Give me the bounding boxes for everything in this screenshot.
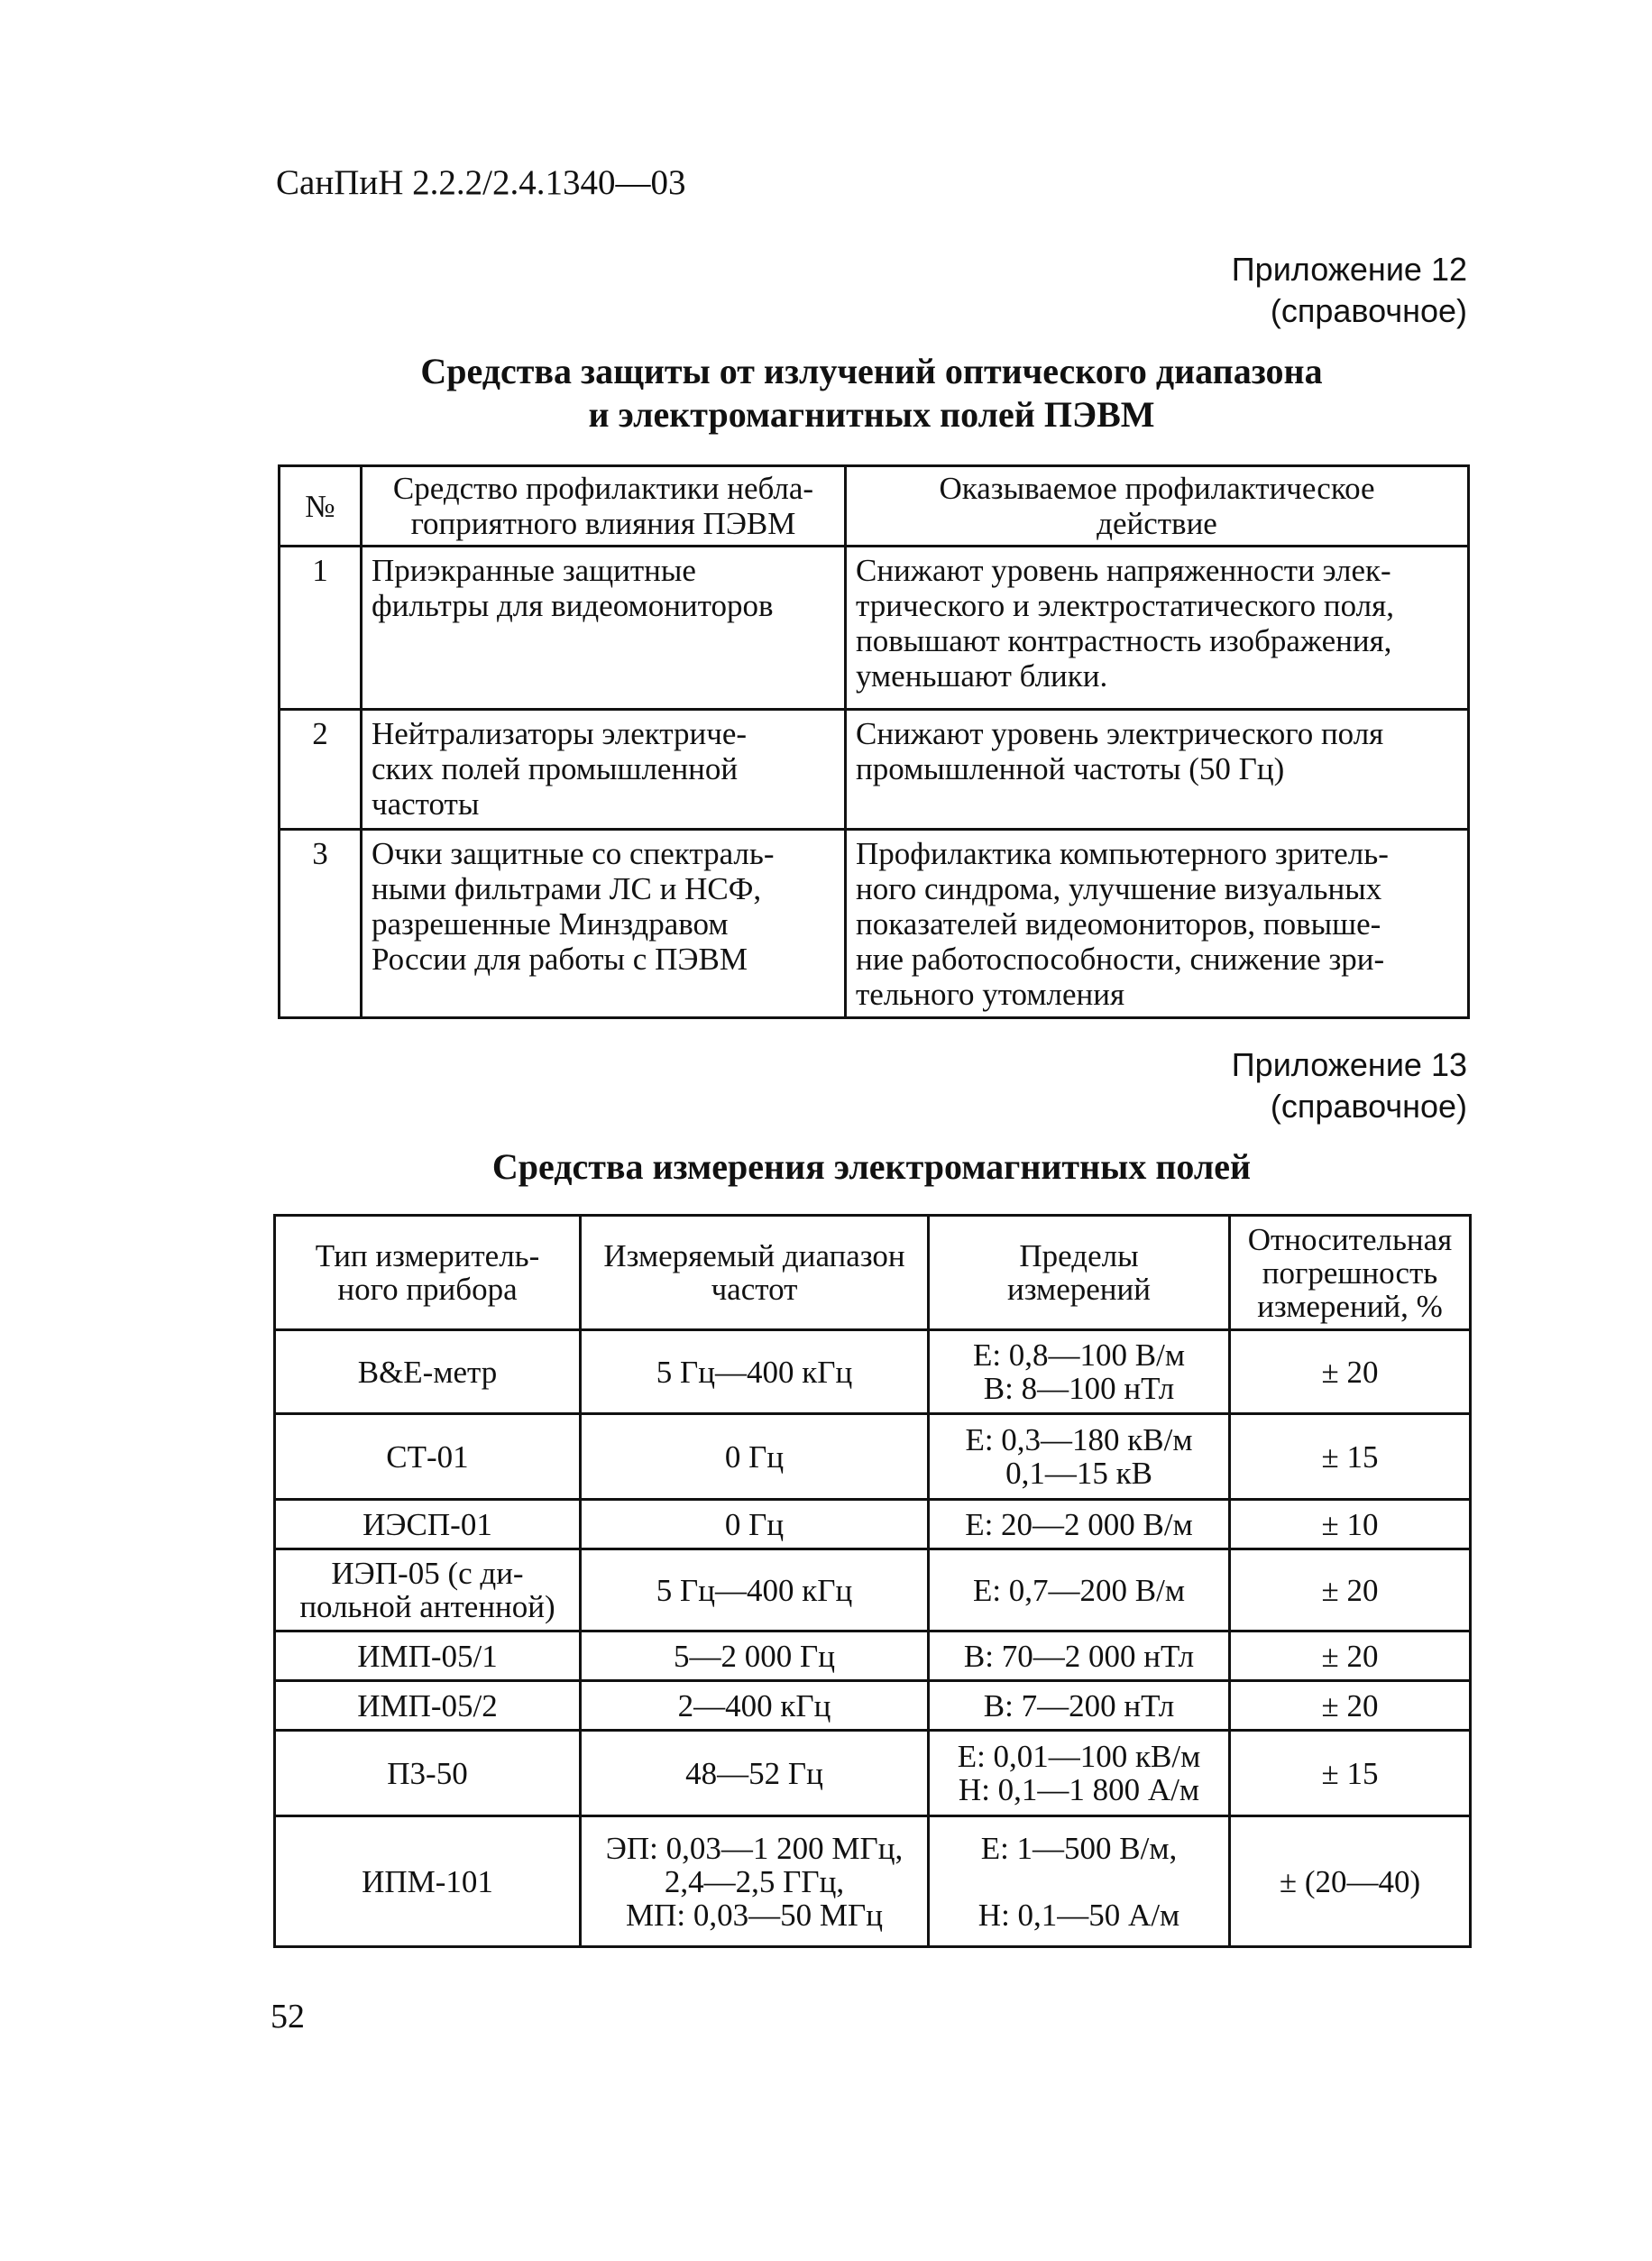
table-row — [275, 1731, 1471, 1816]
cell-measurement-limits: Е: 1—500 В/м, Н: 0,1—50 А/м — [929, 1816, 1230, 1947]
measurement-instruments-table — [273, 1214, 1472, 1948]
cell-relative-error: ± 20 — [1230, 1681, 1471, 1731]
cell-measurement-limits: Е: 0,3—180 кВ/м 0,1—15 кВ — [929, 1414, 1230, 1500]
appendix-12-heading — [1232, 249, 1467, 332]
column-header-number: № — [280, 466, 362, 547]
cell-device-type: СТ-01 — [275, 1414, 581, 1500]
appendix-12-label: Приложение 12 — [1231, 251, 1467, 288]
cell-number: 3 — [280, 830, 362, 1018]
table-row — [275, 1631, 1471, 1681]
cell-relative-error: ± 20 — [1230, 1330, 1471, 1414]
cell-frequency-range: 0 Гц — [581, 1414, 929, 1500]
cell-frequency-range: 5 Гц—400 кГц — [581, 1330, 929, 1414]
cell-measurement-limits: Е: 20—2 000 В/м — [929, 1500, 1230, 1549]
cell-device-type: ИМП-05/1 — [275, 1631, 581, 1681]
table-row — [275, 1500, 1471, 1549]
cell-relative-error: ± 20 — [1230, 1631, 1471, 1681]
appendix-12-title-line1: Средства защиты от излучений оптического диапазона — [420, 351, 1323, 391]
table-header-row — [280, 466, 1469, 547]
table-row — [275, 1681, 1471, 1731]
appendix-13-label: Приложение 13 — [1231, 1046, 1467, 1083]
cell-device-type: ИМП-05/2 — [275, 1681, 581, 1731]
cell-frequency-range: 0 Гц — [581, 1500, 929, 1549]
cell-device-type: П3-50 — [275, 1731, 581, 1816]
cell-frequency-range: ЭП: 0,03—1 200 МГц, 2,4—2,5 ГГц, МП: 0,03—50 МГц — [581, 1816, 929, 1947]
cell-protection-means: Приэкранные защитные фильтры для видеомониторов — [362, 547, 846, 710]
appendix-12-title-line2: и электромагнитных полей ПЭВМ — [588, 394, 1155, 435]
cell-device-type: ИЭП-05 (с ди- польной антенной) — [275, 1549, 581, 1631]
cell-measurement-limits: В: 7—200 нТл — [929, 1681, 1230, 1731]
column-header-means: Средство профилактики небла- гоприятного влияния ПЭВМ — [362, 466, 846, 547]
column-header-frequency-range: Измеряемый диапазон частот — [581, 1216, 929, 1330]
appendix-13-heading — [1232, 1044, 1467, 1127]
cell-relative-error: ± 20 — [1230, 1549, 1471, 1631]
cell-device-type: В&Е-метр — [275, 1330, 581, 1414]
cell-device-type: ИЭСП-01 — [275, 1500, 581, 1549]
table-row — [280, 547, 1469, 710]
column-header-measurement-limits: Пределы измерений — [929, 1216, 1230, 1330]
appendix-12-title — [276, 350, 1467, 437]
cell-frequency-range: 5 Гц—400 кГц — [581, 1549, 929, 1631]
appendix-13-title: Средства измерения электромагнитных полей — [491, 1146, 1252, 1187]
cell-measurement-limits: Е: 0,7—200 В/м — [929, 1549, 1230, 1631]
cell-effect: Профилактика компьютерного зритель- ного синдрома, улучшение визуальных показателей видеомониторов, повыше- ние работоспособности, снижение зри- тельного утомления — [846, 830, 1469, 1018]
cell-effect: Снижают уровень электрического поля промышленной частоты (50 Гц) — [846, 710, 1469, 830]
table-header-row — [275, 1216, 1471, 1330]
protection-means-table — [278, 464, 1470, 1019]
cell-measurement-limits: Е: 0,8—100 В/м В: 8—100 нТл — [929, 1330, 1230, 1414]
column-header-effect: Оказываемое профилактическое действие — [846, 466, 1469, 547]
cell-frequency-range: 48—52 Гц — [581, 1731, 929, 1816]
appendix-13-note: (справочное) — [1270, 1088, 1467, 1125]
table-row — [275, 1549, 1471, 1631]
cell-relative-error: ± 10 — [1230, 1500, 1471, 1549]
cell-relative-error: ± 15 — [1230, 1414, 1471, 1500]
cell-effect: Снижают уровень напряженности элек- трического и электростатического поля, повышают контрастность изображения, уменьшают блики. — [846, 547, 1469, 710]
table-row — [275, 1414, 1471, 1500]
cell-measurement-limits: В: 70—2 000 нТл — [929, 1631, 1230, 1681]
cell-number: 1 — [280, 547, 362, 710]
table-row — [280, 830, 1469, 1018]
appendix-12-note: (справочное) — [1270, 292, 1467, 329]
table-row — [275, 1330, 1471, 1414]
column-header-relative-error: Относительная погрешность измерений, % — [1230, 1216, 1471, 1330]
document-code: СанПиН 2.2.2/2.4.1340—03 — [276, 163, 686, 202]
page-number: 52 — [271, 1998, 305, 2036]
column-header-device-type: Тип измеритель- ного прибора — [275, 1216, 581, 1330]
cell-device-type: ИПМ-101 — [275, 1816, 581, 1947]
cell-number: 2 — [280, 710, 362, 830]
cell-frequency-range: 5—2 000 Гц — [581, 1631, 929, 1681]
table-row — [275, 1816, 1471, 1947]
cell-protection-means: Очки защитные со спектраль- ными фильтрами ЛС и НСФ, разрешенные Минздравом России для работы с ПЭВМ — [362, 830, 846, 1018]
cell-frequency-range: 2—400 кГц — [581, 1681, 929, 1731]
table-row — [280, 710, 1469, 830]
cell-measurement-limits: Е: 0,01—100 кВ/м Н: 0,1—1 800 А/м — [929, 1731, 1230, 1816]
cell-relative-error: ± 15 — [1230, 1731, 1471, 1816]
cell-relative-error: ± (20—40) — [1230, 1816, 1471, 1947]
cell-protection-means: Нейтрализаторы электриче- ских полей промышленной частоты — [362, 710, 846, 830]
